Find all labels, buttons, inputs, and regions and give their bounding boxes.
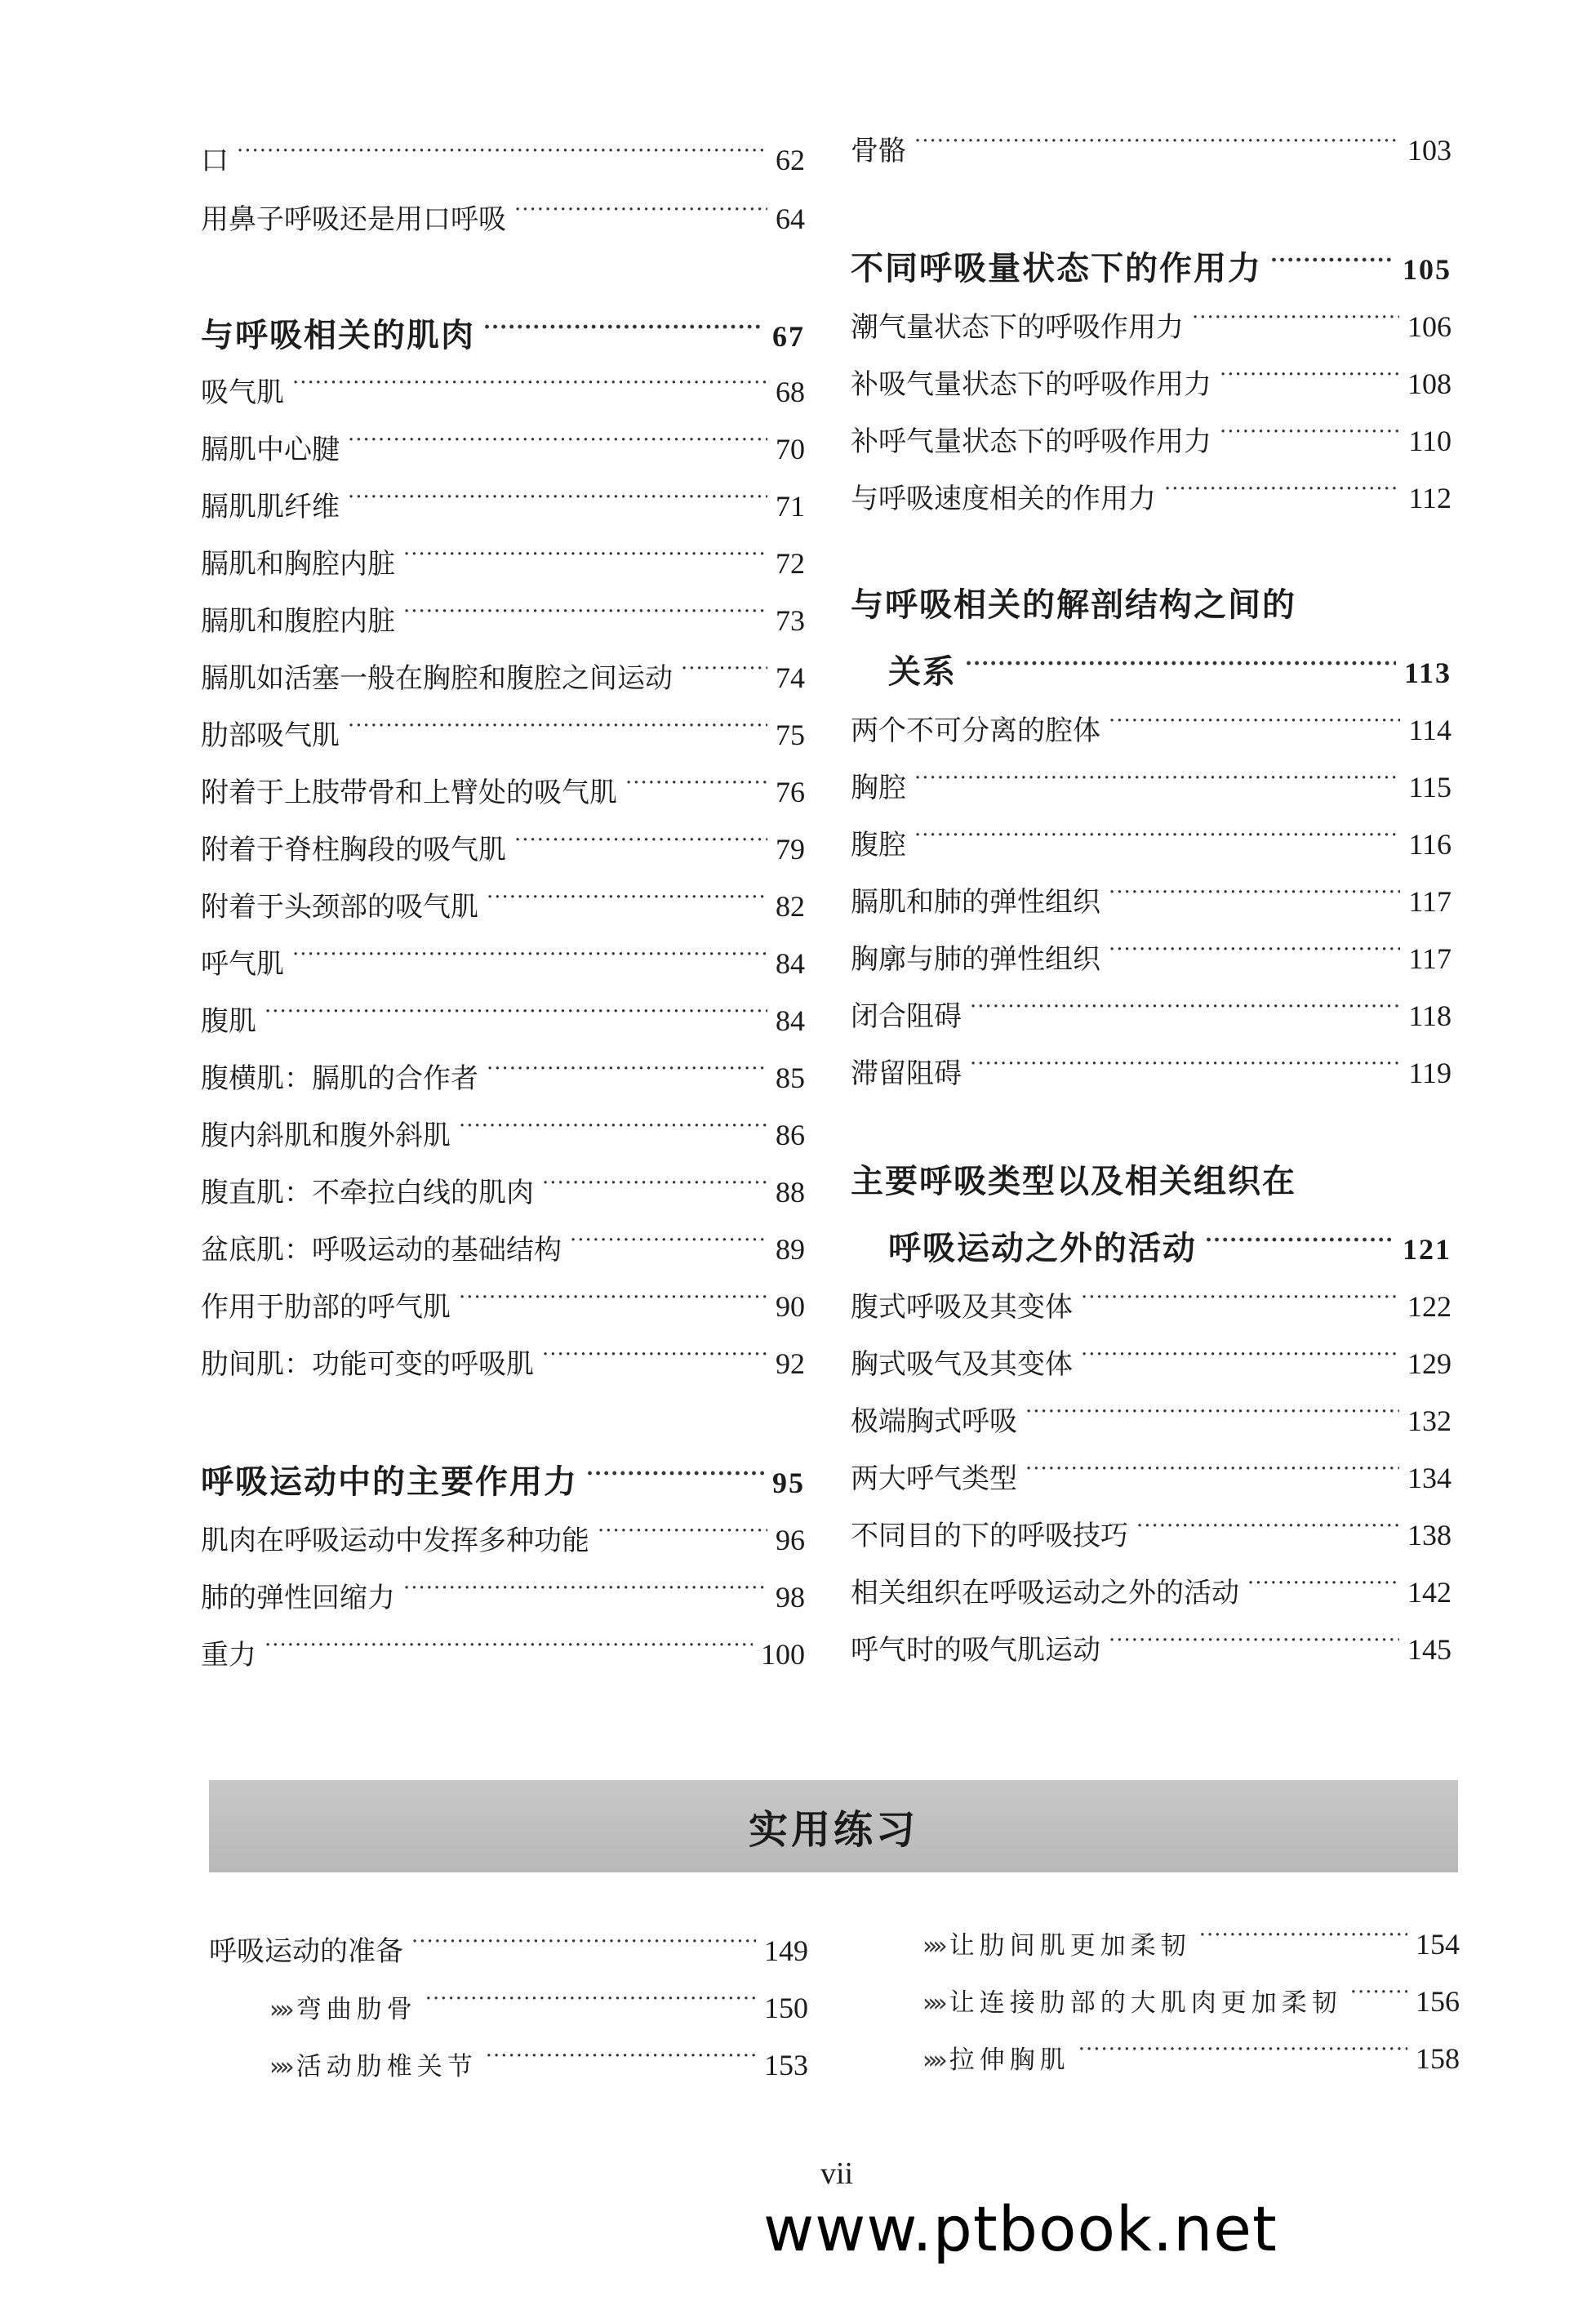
toc-entry-title: 两个不可分离的腔体 xyxy=(851,714,1100,747)
dot-leader xyxy=(1220,356,1399,394)
toc-page-number: 154 xyxy=(1416,1928,1460,1961)
toc-entry-title: 呼吸运动的准备 xyxy=(209,1935,403,1968)
toc-page-number: 116 xyxy=(1408,828,1452,861)
toc-page-number: 96 xyxy=(776,1524,805,1556)
toc-entry xyxy=(201,764,805,809)
toc-page-number: 121 xyxy=(1403,1233,1452,1266)
toc-page-number: 92 xyxy=(776,1347,805,1380)
toc-page-number: 86 xyxy=(776,1119,805,1151)
toc-page-number: 85 xyxy=(776,1062,805,1094)
toc-page-number: 82 xyxy=(776,890,805,923)
dot-leader xyxy=(459,1279,767,1316)
dot-leader xyxy=(1205,1222,1394,1259)
toc-page-number: 138 xyxy=(1407,1519,1452,1551)
toc-entry xyxy=(201,707,805,752)
toc-entry xyxy=(851,470,1452,515)
toc-page-number: 114 xyxy=(1408,714,1452,746)
dot-leader xyxy=(486,2037,756,2075)
page-number: vii xyxy=(820,2157,854,2191)
section-banner xyxy=(209,1780,1458,1872)
toc-entry-title: 腹式呼吸及其变体 xyxy=(851,1291,1073,1324)
toc-entry xyxy=(851,1045,1452,1090)
toc-entry xyxy=(851,1622,1452,1667)
toc-entry xyxy=(201,1336,805,1381)
chevron-double-right-icon: »» xyxy=(922,1989,943,2018)
toc-entry-title: 胸廓与肺的弹性组织 xyxy=(851,943,1100,976)
toc-page-number: 73 xyxy=(776,604,805,637)
toc-entry-title: 膈肌和胸腔内脏 xyxy=(201,548,395,581)
dot-leader xyxy=(1220,413,1400,451)
dot-leader xyxy=(1350,1974,1407,2011)
dot-leader xyxy=(1109,931,1400,968)
toc-entry-title: 肋部吸气肌 xyxy=(201,719,340,752)
toc-entry xyxy=(201,1569,805,1614)
toc-page-number: 117 xyxy=(1408,885,1452,918)
toc-page-number: 67 xyxy=(772,320,805,353)
toc-page-number: 129 xyxy=(1407,1347,1452,1380)
toc-entry-title: 腹肌 xyxy=(201,1005,256,1038)
dot-leader xyxy=(411,1923,756,1961)
toc-page-number: 84 xyxy=(776,1004,805,1037)
dot-leader xyxy=(1192,299,1399,336)
toc-entry xyxy=(201,132,805,177)
dot-leader xyxy=(514,821,767,859)
toc-entry xyxy=(201,536,805,581)
toc-entry-title: 呼吸运动之外的活动 xyxy=(888,1229,1197,1267)
toc-entry xyxy=(201,936,805,981)
toc-entry-title: 两大呼气类型 xyxy=(851,1462,1017,1495)
toc-entry-title: 作用于肋部的呼气肌 xyxy=(201,1291,451,1324)
toc-subentry xyxy=(922,1974,1460,2018)
toc-page-number: 75 xyxy=(776,719,805,751)
toc-page-number: 112 xyxy=(1408,482,1452,514)
toc-entry xyxy=(851,356,1452,401)
toc-heading xyxy=(851,586,1452,624)
toc-entry xyxy=(201,1164,805,1209)
dot-leader xyxy=(292,936,767,973)
toc-entry-title: 闭合阻碍 xyxy=(851,1000,962,1033)
toc-entry-title: 呼气肌 xyxy=(201,948,284,981)
toc-entry xyxy=(201,1222,805,1266)
toc-entry xyxy=(851,1450,1452,1495)
toc-page-number: 158 xyxy=(1416,2042,1460,2075)
toc-entry xyxy=(201,1050,805,1095)
toc-entry xyxy=(201,1627,805,1672)
toc-entry-title: 口 xyxy=(201,145,229,177)
toc-page-number: 79 xyxy=(776,833,805,866)
dot-leader xyxy=(625,764,767,802)
dot-leader xyxy=(1025,1450,1399,1488)
dot-leader xyxy=(598,1512,767,1550)
toc-entry xyxy=(851,1279,1452,1324)
toc-page-number: 150 xyxy=(764,1992,808,2024)
toc-subentry xyxy=(269,1980,808,2024)
dot-leader xyxy=(514,191,767,229)
toc-page-number: 122 xyxy=(1407,1290,1452,1323)
chevron-double-right-icon: »» xyxy=(269,1996,290,2024)
toc-page-number: 89 xyxy=(776,1233,805,1266)
toc-entry xyxy=(209,1923,808,1968)
toc-entry-title: 骨骼 xyxy=(851,135,906,167)
toc-entry xyxy=(201,821,805,866)
toc-heading xyxy=(851,242,1452,287)
toc-entry-title: 附着于脊柱胸段的吸气肌 xyxy=(201,834,506,866)
toc-entry-title: 不同呼吸量状态下的作用力 xyxy=(851,249,1262,287)
toc-page-number: 84 xyxy=(776,947,805,980)
dot-leader xyxy=(1081,1279,1399,1316)
toc-heading xyxy=(201,309,805,354)
toc-page-number: 117 xyxy=(1408,942,1452,975)
toc-entry-title: 呼气时的吸气肌运动 xyxy=(851,1634,1100,1667)
toc-page-number: 134 xyxy=(1407,1462,1452,1494)
toc-entry-title: 膈肌肌纤维 xyxy=(201,491,340,523)
toc-entry-title: 极端胸式呼吸 xyxy=(851,1405,1017,1438)
chevron-double-right-icon: »» xyxy=(922,1932,943,1961)
toc-entry xyxy=(201,1512,805,1557)
section-banner-title: 实用练习 xyxy=(748,1807,918,1853)
toc-entry xyxy=(201,1279,805,1324)
toc-entry-title: 胸式吸气及其变体 xyxy=(851,1348,1073,1381)
toc-entry-title: 补呼气量状态下的呼吸作用力 xyxy=(851,425,1211,458)
toc-entry-title: »» 拉伸胸肌 xyxy=(922,2045,1070,2075)
dot-leader xyxy=(1136,1507,1399,1545)
toc-entry xyxy=(851,988,1452,1033)
dot-leader xyxy=(265,993,767,1031)
dot-leader xyxy=(1109,702,1400,740)
dot-leader xyxy=(965,645,1396,683)
dot-leader xyxy=(970,988,1400,1026)
toc-entry-title: 补吸气量状态下的呼吸作用力 xyxy=(851,368,1211,401)
toc-entry-title: »» 弯曲肋骨 xyxy=(269,1995,417,2024)
dot-leader xyxy=(487,879,767,916)
toc-page-number: 156 xyxy=(1416,1985,1460,2018)
toc-entry-title: 潮气量状态下的呼吸作用力 xyxy=(851,311,1184,344)
toc-entry-title: 膈肌中心腱 xyxy=(201,434,340,466)
toc-entry-title: 膈肌和腹腔内脏 xyxy=(201,605,395,638)
dot-leader xyxy=(914,759,1400,797)
dot-leader xyxy=(483,309,764,346)
dot-leader xyxy=(348,479,767,516)
toc-entry-title: 腹内斜肌和腹外斜肌 xyxy=(201,1120,451,1152)
toc-page-number: 105 xyxy=(1403,253,1452,286)
toc-page-number: 72 xyxy=(776,547,805,580)
toc-entry-title: 与呼吸相关的肌肉 xyxy=(201,316,475,354)
toc-page-number: 74 xyxy=(776,661,805,694)
dot-leader xyxy=(348,421,767,459)
toc-entry-title: 与呼吸相关的解剖结构之间的 xyxy=(851,585,1296,624)
toc-entry xyxy=(201,650,805,695)
toc-page-number: 113 xyxy=(1403,657,1452,689)
toc-page-number: 132 xyxy=(1407,1404,1452,1437)
toc-page-number: 119 xyxy=(1408,1057,1452,1089)
toc-entry-title: 膈肌如活塞一般在胸腔和腹腔之间运动 xyxy=(201,662,673,695)
toc-entry xyxy=(851,1507,1452,1552)
chevron-double-right-icon: »» xyxy=(269,2053,290,2081)
toc-entry-title: 用鼻子呼吸还是用口呼吸 xyxy=(201,203,506,236)
toc-page-number: 149 xyxy=(764,1934,808,1967)
dot-leader xyxy=(586,1455,764,1493)
toc-page-number: 108 xyxy=(1407,367,1452,400)
toc-page-number: 68 xyxy=(776,376,805,408)
dot-leader xyxy=(1025,1393,1399,1431)
toc-entry xyxy=(851,702,1452,747)
toc-entry xyxy=(201,1107,805,1152)
toc-heading xyxy=(888,1222,1452,1267)
toc-entry-title: 膈肌和肺的弹性组织 xyxy=(851,886,1100,919)
watermark: www.ptbook.net xyxy=(763,2192,1278,2265)
dot-leader xyxy=(542,1336,767,1373)
dot-leader xyxy=(570,1222,767,1259)
toc-page-number: 106 xyxy=(1407,310,1452,343)
toc-page-number: 98 xyxy=(776,1581,805,1614)
dot-leader xyxy=(1109,1622,1399,1659)
toc-page-number: 142 xyxy=(1407,1576,1452,1609)
dot-leader xyxy=(1078,2031,1407,2068)
toc-page-number: 118 xyxy=(1408,999,1452,1032)
toc-entry-title: 盆底肌：呼吸运动的基础结构 xyxy=(201,1234,562,1266)
dot-leader xyxy=(403,1569,767,1607)
toc-entry xyxy=(851,874,1452,919)
toc-entry xyxy=(201,421,805,466)
toc-entry xyxy=(851,817,1452,861)
toc-page-number: 70 xyxy=(776,433,805,465)
toc-subentry xyxy=(269,2037,808,2081)
dot-leader xyxy=(970,1045,1400,1083)
dot-leader xyxy=(292,364,767,402)
dot-leader xyxy=(1081,1336,1399,1373)
toc-entry-title: 重力 xyxy=(201,1639,256,1672)
toc-page-number: 100 xyxy=(761,1638,805,1671)
toc-entry xyxy=(201,479,805,523)
dot-leader xyxy=(348,707,767,745)
toc-entry-title: 腹腔 xyxy=(851,829,906,861)
toc-entry-title: 吸气肌 xyxy=(201,376,284,409)
toc-page-number: 110 xyxy=(1408,425,1452,457)
dot-leader xyxy=(487,1050,767,1088)
dot-leader xyxy=(403,536,767,573)
dot-leader xyxy=(1109,874,1400,911)
toc-page-number: 71 xyxy=(776,490,805,523)
toc-heading xyxy=(851,1163,1452,1200)
toc-entry xyxy=(851,1565,1452,1609)
toc-entry xyxy=(201,593,805,638)
toc-entry-title: 肋间肌：功能可变的呼吸肌 xyxy=(201,1348,534,1381)
toc-entry-title: »» 活动肋椎关节 xyxy=(269,2052,478,2081)
toc-page-number: 64 xyxy=(776,203,805,235)
toc-entry xyxy=(851,759,1452,804)
toc-page-number: 76 xyxy=(776,776,805,808)
toc-entry-title: »» 让连接肋部的大肌肉更加柔韧 xyxy=(922,1988,1342,2018)
toc-entry xyxy=(201,191,805,236)
toc-entry-title: 腹横肌：膈肌的合作者 xyxy=(201,1062,478,1095)
toc-entry xyxy=(201,879,805,924)
dot-leader xyxy=(425,1980,756,2018)
toc-entry-title: »» 让肋间肌更加柔韧 xyxy=(922,1931,1191,1961)
toc-subentry xyxy=(922,1916,1460,1961)
toc-entry xyxy=(851,931,1452,976)
dot-leader xyxy=(459,1107,767,1145)
toc-entry-title: 不同目的下的呼吸技巧 xyxy=(851,1520,1128,1552)
dot-leader xyxy=(1164,470,1400,508)
toc-page-number: 115 xyxy=(1408,771,1452,804)
toc-entry xyxy=(201,364,805,409)
toc-entry xyxy=(851,413,1452,458)
toc-entry-title: 滞留阻碍 xyxy=(851,1057,962,1090)
dot-leader xyxy=(914,122,1399,160)
toc-heading xyxy=(888,645,1452,691)
dot-leader xyxy=(542,1164,767,1202)
toc-entry-title: 腹直肌：不牵拉白线的肌肉 xyxy=(201,1177,534,1209)
toc-subentry xyxy=(922,2031,1460,2075)
dot-leader xyxy=(1270,242,1394,279)
toc-entry xyxy=(851,122,1452,167)
toc-entry xyxy=(851,299,1452,344)
toc-entry-title: 胸腔 xyxy=(851,772,906,804)
dot-leader xyxy=(1247,1565,1399,1602)
toc-entry xyxy=(201,993,805,1038)
toc-entry-title: 相关组织在呼吸运动之外的活动 xyxy=(851,1577,1239,1609)
toc-entry xyxy=(851,1336,1452,1381)
toc-entry-title: 附着于上肢带骨和上臂处的吸气肌 xyxy=(201,777,617,809)
toc-heading xyxy=(201,1455,805,1501)
toc-page-number: 103 xyxy=(1407,134,1452,167)
dot-leader xyxy=(681,650,767,688)
toc-entry-title: 肺的弹性回缩力 xyxy=(201,1582,395,1614)
toc-page-number: 62 xyxy=(776,144,805,176)
toc-entry xyxy=(851,1393,1452,1438)
toc-page-number: 145 xyxy=(1407,1633,1452,1666)
toc-entry-title: 关系 xyxy=(888,652,957,691)
dot-leader xyxy=(237,132,767,170)
chevron-double-right-icon: »» xyxy=(922,2046,943,2075)
toc-page-number: 95 xyxy=(772,1467,805,1499)
toc-page-number: 88 xyxy=(776,1176,805,1209)
toc-page-number: 90 xyxy=(776,1290,805,1323)
toc-entry-title: 附着于头颈部的吸气肌 xyxy=(201,891,478,924)
toc-page-number: 153 xyxy=(764,2049,808,2081)
dot-leader xyxy=(403,593,767,630)
dot-leader xyxy=(1199,1916,1407,1954)
toc-entry-title: 肌肉在呼吸运动中发挥多种功能 xyxy=(201,1525,589,1557)
dot-leader xyxy=(265,1627,753,1664)
toc-entry-title: 与呼吸速度相关的作用力 xyxy=(851,483,1156,515)
toc-entry-title: 呼吸运动中的主要作用力 xyxy=(201,1462,578,1501)
dot-leader xyxy=(914,817,1400,854)
toc-entry-title: 主要呼吸类型以及相关组织在 xyxy=(851,1162,1296,1200)
